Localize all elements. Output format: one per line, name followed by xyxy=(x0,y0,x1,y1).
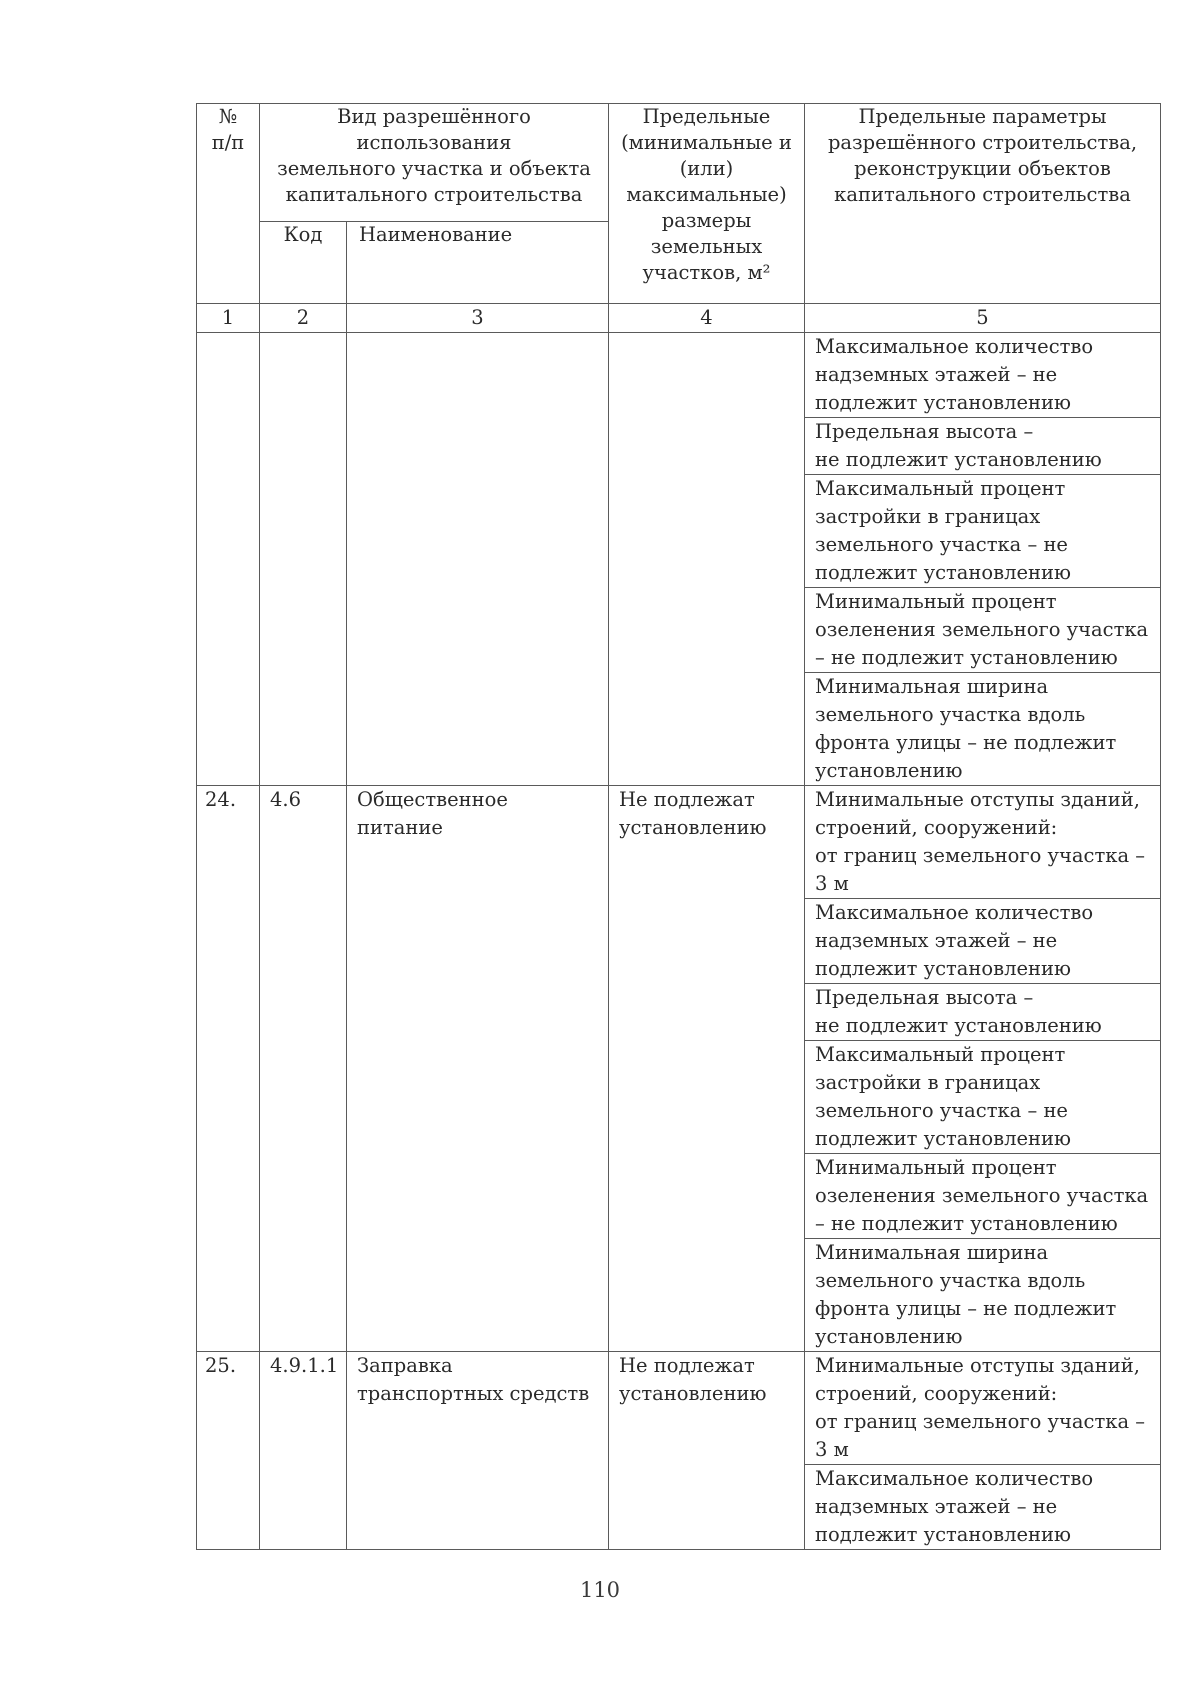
row-name xyxy=(347,333,609,786)
row-name: Заправка транспортных средств xyxy=(347,1352,609,1550)
row-code: 4.6 xyxy=(260,786,347,1352)
header-usage-type: Вид разрешённого использования земельного участка и объекта капитального строительства xyxy=(260,104,609,222)
row-parameter: Минимальная ширина земельного участка вдоль фронта улицы – не подлежит установлению xyxy=(805,1239,1161,1352)
header-row-1 xyxy=(197,104,1161,222)
table-row xyxy=(197,333,1161,418)
row-number xyxy=(197,333,260,786)
row-parameter: Минимальный процент озеленения земельного участка – не подлежит установлению xyxy=(805,1154,1161,1239)
column-number: 2 xyxy=(260,304,347,333)
row-parameter: Максимальный процент застройки в границах земельного участка – не подлежит установлению xyxy=(805,475,1161,588)
row-code: 4.9.1.1 xyxy=(260,1352,347,1550)
header-code: Код xyxy=(260,222,347,304)
row-code xyxy=(260,333,347,786)
column-number: 3 xyxy=(347,304,609,333)
table-row xyxy=(197,786,1161,899)
row-number: 25. xyxy=(197,1352,260,1550)
column-number: 5 xyxy=(805,304,1161,333)
row-parameter: Максимальное количество надземных этажей – не подлежит установлению xyxy=(805,1465,1161,1550)
header-number: № п/п xyxy=(197,104,260,304)
row-parameter: Предельная высота – не подлежит установлению xyxy=(805,418,1161,475)
row-plot-size: Не подлежат установлению xyxy=(609,1352,805,1550)
row-parameter: Максимальный процент застройки в границах земельного участка – не подлежит установлению xyxy=(805,1041,1161,1154)
row-parameter: Минимальный процент озеленения земельного участка – не подлежит установлению xyxy=(805,588,1161,673)
row-name: Общественное питание xyxy=(347,786,609,1352)
row-parameter: Максимальное количество надземных этажей – не подлежит установлению xyxy=(805,333,1161,418)
regulations-table xyxy=(196,103,1161,1550)
row-parameter: Предельная высота – не подлежит установлению xyxy=(805,984,1161,1041)
header-build-params: Предельные параметры разрешённого строительства, реконструкции объектов капитального строительства xyxy=(805,104,1161,304)
row-plot-size xyxy=(609,333,805,786)
header-plot-sizes: Предельные (минимальные и (или) максимальные) размеры земельных участков, м² xyxy=(609,104,805,304)
row-parameter: Максимальное количество надземных этажей – не подлежит установлению xyxy=(805,899,1161,984)
column-numbers-row xyxy=(197,304,1161,333)
row-number: 24. xyxy=(197,786,260,1352)
row-parameter: Минимальная ширина земельного участка вдоль фронта улицы – не подлежит установлению xyxy=(805,673,1161,786)
table-row xyxy=(197,1352,1161,1465)
page-number: 110 xyxy=(579,1578,621,1602)
column-number: 4 xyxy=(609,304,805,333)
column-number: 1 xyxy=(197,304,260,333)
row-parameter: Минимальные отступы зданий, строений, сооружений: от границ земельного участка – 3 м xyxy=(805,786,1161,899)
row-plot-size: Не подлежат установлению xyxy=(609,786,805,1352)
header-name: Наименование xyxy=(347,222,609,304)
row-parameter: Минимальные отступы зданий, строений, сооружений: от границ земельного участка – 3 м xyxy=(805,1352,1161,1465)
